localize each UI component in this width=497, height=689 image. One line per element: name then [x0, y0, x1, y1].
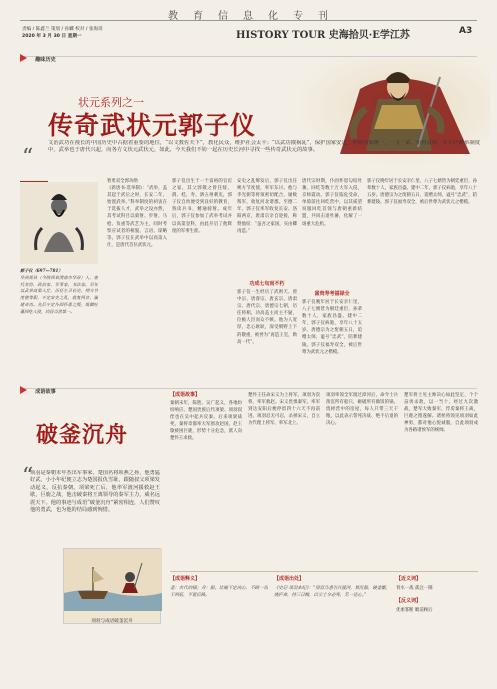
s2-col4: 楚军将士见主帅决心如此坚定，个个奋勇杀敌，以一当十。经过九次激战，楚军大败秦军，俘虏秦将王离，巨鹿之围遂解。诸侯将领见项羽如此神勇，都对他心悦诚服，自此项羽成为各路诸侯军的统帅。 — [404, 393, 478, 434]
section2-lead: 项羽是秦朝末年杰出军事家，楚国名将项燕之孙，他勇猛好武，小小年纪便立志为楚国报仇雪耻，跟随叔父项梁发动起义，反抗秦朝。项梁死亡后，他率军渡河援救赵王歇，巨鹿之战，他击破秦将王离领导的秦军主力，威名远震天下。他的事迹与成语“破釜沉舟”紧密相连，人们赞叹他的勇武，也为他的结局感到惋惜。 — [30, 470, 160, 514]
box-meaning-text: 釜：古代的锅；舟：船。比喻下定决心，不顾一切干到底，不留后路。 — [170, 586, 268, 599]
header-divider — [20, 20, 477, 21]
s1-col3-subhead: 功成七旬而不朽 — [249, 281, 285, 287]
header-title-char: 刊 — [318, 11, 328, 22]
section1-label: 趣味历史 — [35, 57, 56, 63]
header-title-char: 教 — [168, 11, 178, 22]
page-code: A3 — [459, 26, 473, 36]
box-source-header: 【成语出处】 — [274, 576, 305, 582]
header-title-char: 专 — [293, 11, 303, 22]
box-meaning — [170, 575, 268, 635]
section1-label-bar — [20, 47, 477, 63]
box-source-text: 《史记·项羽本纪》：“项羽乃悉引兵渡河，皆沉船，破釜甑，烧庐舍，持三日粮，以示士卒必死，无一还心。” — [274, 586, 390, 599]
quote-mark-icon: “ — [22, 464, 34, 489]
header-title-char: 育 — [193, 11, 203, 22]
section2-title-big: 破釜沉舟 — [36, 423, 129, 448]
section1-title-small: 状元系列之一 — [78, 96, 144, 109]
sidebar-name-caption: 郭子仪（697—781） — [20, 268, 63, 273]
section2-label: 成语故事 — [35, 389, 56, 395]
box-source — [274, 575, 390, 635]
s2-col2: 楚怀王任命宋义为上将军，项羽为次将，率军救赵。宋义畏惧秦军，率军到达安阳后便停留四十六天不再前进。项羽忍无可忍，杀掉宋义，自立为代理上将军，率军北上。 — [248, 393, 320, 427]
bottom-rule — [170, 571, 478, 572]
section2-label-bar — [20, 379, 477, 395]
sidebar-text: 华州郑县（今陕西省渭南市华县）人，唐代名将、政治家、军事家、书法家。早年以武举高第入仕，历任左卫长史、朔方节度使等职，平定安史之乱，收复两京，屡建奇功。先后平定仆固怀恩之叛，抵御吐蕃回纥入侵，功居当世第一。 — [20, 274, 98, 314]
box-antonym-text: 优柔寡断 瞻前顾后 — [396, 608, 433, 614]
s1-col5-subhead: 富贵寿考福禄全 — [314, 291, 350, 297]
sidebar-caption — [20, 268, 98, 368]
s2-col3: 项羽率领全军渡过漳河后，命令士兵凿沉所有船只，砸破所有做饭的锅，烧掉营中的房屋，每人只带三天干粮，以此表示誓死决战、绝不后退的决心。 — [326, 393, 398, 427]
box-meaning-header: 【成语释义】 — [170, 576, 201, 582]
ink-portrait — [20, 182, 98, 264]
box-synonym-text: 背水一战 孤注一掷 — [396, 586, 433, 591]
s1-col4-text: 郭子仪一生经历了武则天、唐中宗、唐睿宗、唐玄宗、唐肃宗、唐代宗、唐德宗七朝，历任将相，功高盖主而主不疑，位极人臣而众不嫉。他为人宽厚，忠心耿耿，深受朝野上下的敬重，被誉为“再造王室，勋高一代”。 — [237, 290, 297, 345]
section2-image — [63, 548, 161, 624]
section-banner: HISTORY TOUR 史海拾贝·E学江苏 — [236, 30, 410, 41]
boat-battle-illustration — [64, 549, 162, 611]
box-antonym-header: 【反义词】 — [396, 598, 422, 605]
sidebar-person — [20, 172, 98, 368]
section-marker-icon — [20, 386, 27, 394]
header-meta-line2: 2020 年 3 月 30 日 星期一 — [22, 34, 82, 39]
page-header — [0, 0, 497, 44]
s1-col3-text: 安史之乱爆发后，郭子仪出任朔方节度使，率军东讨。他与李光弼等将领密切配合，屡败叛军，收复河北诸郡。至德二年，郭子仪率军收复长安、洛阳两京，唐肃宗亲自迎接，称赞他说：“虽吾之家国，实由卿再造。” — [237, 179, 297, 234]
s2-col1: 秦朝末年，陈胜、吴广起义，各地纷纷响应。楚国贵族后代项梁、项羽叔侄也在吴中起兵反秦。后来项梁战死，秦将章邯率大军围攻赵国，赵王歇被困巨鹿，形势十分危急，派人向楚怀王求救。 — [170, 401, 242, 442]
box-synonym-header: 【近义词】 — [396, 576, 422, 582]
quote-mark-icon: “ — [22, 145, 34, 170]
s1-col6: 郭子仪晚年居于长安亲仁里，八子七婿皆为朝廷重臣，孙辈数十人，家族昌盛。建中二年，郭子仪病逝，享年八十五岁。唐德宗为之废朝五日，追赠太师，谥号“忠武”，陪葬建陵。郭子仪福寿双全，被后世尊为武状元之楷模。 — [367, 179, 477, 206]
header-meta-line1: 责编 / 陈鑫兰 策划 / 孙麟 校对 / 张海哥 — [22, 27, 103, 32]
s1-col5 — [302, 178, 362, 370]
header-title-row — [118, 4, 378, 22]
header-title-char: 信 — [218, 11, 228, 22]
s1-col5b-text: 郭子仪晚年居于长安亲仁里，八子七婿皆为朝廷重臣，孙辈数十人，家族昌盛。建中二年，郭子仪病逝，享年八十五岁。唐德宗为之废朝五日，追赠太师，谥号“忠武”，陪葬建陵。郭子仪福寿双全，被后世尊为武状元之楷模。 — [302, 300, 362, 355]
s1-col1: 智勇双全郭功勋 《新唐书·选举制》：“武举，盖其起于武后之时，长安二年，始置武举。”科举制度的初衷在于选拔人才，武举之设亦然，其考试科目以骑射、步射、马枪、负重等武艺为主，同时考察应试者的相貌、言语、谋略等。郭子仪在武举中以高第入仕，是唐代首位武状元。 — [107, 179, 167, 248]
section1-title-big: 传奇武状元郭子仪 — [48, 111, 257, 140]
s1-col3 — [237, 178, 297, 370]
header-title-char: 息 — [243, 11, 253, 22]
box-synonyms — [396, 575, 478, 635]
section-marker-icon — [20, 54, 27, 62]
section1-lead: 文治武功在漫长的中国历史中占据着重要的地位，“以文教佐天下”，教化民众，维护社会太平；“以武功戡祸乱”，保护国家安定，巩固国家统一，一文一武，相得益彰。在古代科举制度中，武举也于唐代兴起，向各方文状元武状元，如此，今天我们不妨一起在历史长河中寻找一些传奇武状元的故事。 — [48, 140, 480, 153]
image-caption: 项羽与成语破釜沉舟 — [91, 619, 133, 624]
s2-idiom-header: 【成语故事】 — [170, 392, 201, 398]
s1-col5-text: 唐代宗时期，仆固怀恩勾结吐蕃、回纥等数十万大军入侵，京师震动。郭子仪临危受命，单骑前往回纥营中，以其威望说服回纥首领与唐朝重新结盟，共同击退吐蕃，化解了一场重大危机。 — [302, 179, 362, 227]
s1-col2: 郭子仪出生于一个富裕的官宦之家，其父郭敬之曾任绥、渭、桂、寿、泗五州刺史，郭子仪自幼便受到良好的教育，熟读兵书，精通骑射。成年后，郭子仪参加了武举考试并以高第登科，由此开启了他辉煌的军事生涯。 — [172, 179, 232, 234]
header-title-char: 化 — [268, 11, 278, 22]
